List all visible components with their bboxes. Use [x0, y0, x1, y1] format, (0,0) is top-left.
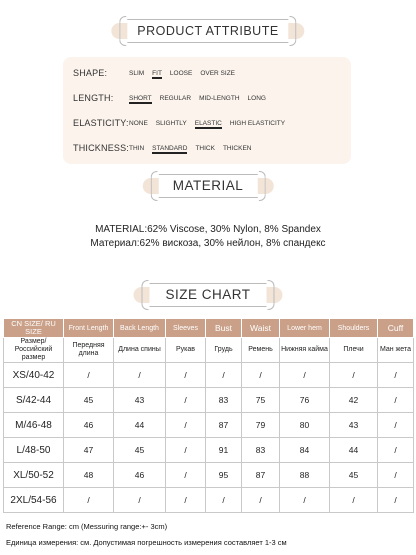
- value-cell: /: [64, 363, 114, 388]
- attr-row-thickness: [73, 139, 345, 157]
- value-cell: /: [330, 488, 378, 513]
- attr-option: SLIGHTLY: [155, 119, 187, 127]
- size-cell: 2XL/54-56: [4, 488, 64, 513]
- value-cell: /: [378, 463, 414, 488]
- ru-header-cell: Длина спины: [114, 338, 166, 363]
- size-cell: M/46-48: [4, 413, 64, 438]
- size-cell: XS/40-42: [4, 363, 64, 388]
- size-chart-table: [3, 318, 414, 513]
- value-cell: 75: [242, 388, 280, 413]
- value-cell: /: [114, 363, 166, 388]
- material-title: [159, 174, 258, 198]
- value-cell: 91: [206, 438, 242, 463]
- value-cell: /: [206, 363, 242, 388]
- header-cell: Sleeves: [166, 319, 206, 338]
- size-cell: S/42-44: [4, 388, 64, 413]
- ru-header-cell: Ман жета: [378, 338, 414, 363]
- reference-range-ru: Единица измерения: см. Допустимая погрешность измерения составляет 1-3 см: [6, 538, 287, 547]
- attr-option: NONE: [129, 119, 148, 127]
- size-chart-heading: SIZE CHART: [165, 287, 251, 302]
- attr-label: LENGTH:: [73, 93, 114, 103]
- value-cell: /: [166, 438, 206, 463]
- value-cell: 45: [64, 388, 114, 413]
- value-cell: 42: [330, 388, 378, 413]
- table-row: [4, 363, 414, 388]
- value-cell: 43: [330, 413, 378, 438]
- ru-header-cell: Рукав: [166, 338, 206, 363]
- value-cell: /: [378, 363, 414, 388]
- ru-header-cell: Плечи: [330, 338, 378, 363]
- attr-option: THICK: [195, 144, 215, 152]
- attr-option: LOOSE: [169, 69, 193, 77]
- ru-header-cell: Ремень: [242, 338, 280, 363]
- value-cell: /: [330, 363, 378, 388]
- header-cell: CN SIZE/ RU SIZE: [4, 319, 64, 338]
- value-cell: 83: [206, 388, 242, 413]
- attr-row-length: [73, 89, 345, 107]
- ru-header-cell: Передняя длина: [64, 338, 114, 363]
- attr-option-selected: STANDARD: [152, 144, 188, 152]
- attr-option: THIN: [129, 144, 145, 152]
- value-cell: /: [378, 413, 414, 438]
- value-cell: /: [280, 488, 330, 513]
- table-row: [4, 413, 414, 438]
- value-cell: 44: [114, 413, 166, 438]
- value-cell: 95: [206, 463, 242, 488]
- header-cell: Shoulders: [330, 319, 378, 338]
- value-cell: 84: [280, 438, 330, 463]
- attribute-panel: [63, 57, 351, 164]
- value-cell: 87: [242, 463, 280, 488]
- value-cell: 88: [280, 463, 330, 488]
- value-cell: 44: [330, 438, 378, 463]
- ru-header-cell: Нижняя кайма: [280, 338, 330, 363]
- value-cell: /: [378, 488, 414, 513]
- size-chart-title: [149, 283, 266, 307]
- size-cell: L/48-50: [4, 438, 64, 463]
- size-cell: XL/50-52: [4, 463, 64, 488]
- attr-option-selected: SHORT: [129, 94, 152, 102]
- value-cell: /: [242, 363, 280, 388]
- value-cell: 87: [206, 413, 242, 438]
- table-row: [4, 388, 414, 413]
- value-cell: 46: [64, 413, 114, 438]
- value-cell: /: [206, 488, 242, 513]
- attr-label: ELASTICITY:: [73, 118, 129, 128]
- table-header-row: [4, 319, 414, 338]
- material-heading: MATERIAL: [172, 178, 244, 193]
- ru-header-cell: Грудь: [206, 338, 242, 363]
- attr-option: THICKEN: [222, 144, 252, 152]
- reference-range-en: Reference Range: cm (Messuring range:+- 3cm): [6, 522, 168, 531]
- value-cell: /: [166, 363, 206, 388]
- value-cell: /: [280, 363, 330, 388]
- table-row: [4, 438, 414, 463]
- value-cell: /: [64, 488, 114, 513]
- attr-label: SHAPE:: [73, 68, 108, 78]
- value-cell: /: [114, 488, 166, 513]
- value-cell: 43: [114, 388, 166, 413]
- header-cell: Bust: [206, 319, 242, 338]
- value-cell: /: [166, 388, 206, 413]
- value-cell: 47: [64, 438, 114, 463]
- attr-option: REGULAR: [159, 94, 192, 102]
- value-cell: /: [378, 388, 414, 413]
- attr-option: LONG: [247, 94, 266, 102]
- attr-option: HIGH ELASTICITY: [229, 119, 286, 127]
- value-cell: /: [166, 413, 206, 438]
- ru-header-cell: Размер/ Российский размер: [4, 338, 64, 363]
- header-cell: Back Length: [114, 319, 166, 338]
- product-attribute-heading: PRODUCT ATTRIBUTE: [137, 24, 279, 38]
- value-cell: /: [166, 488, 206, 513]
- attr-option-selected: FIT: [152, 69, 162, 77]
- value-cell: 45: [330, 463, 378, 488]
- value-cell: 79: [242, 413, 280, 438]
- attr-row-shape: [73, 64, 345, 82]
- material-line-ru: Материал:62% вискоза, 30% нейлон, 8% спандекс: [90, 238, 326, 249]
- value-cell: 76: [280, 388, 330, 413]
- value-cell: 83: [242, 438, 280, 463]
- value-cell: /: [166, 463, 206, 488]
- table-ru-header-row: [4, 338, 414, 363]
- header-cell: Cuff: [378, 319, 414, 338]
- attr-option: MID-LENGTH: [199, 94, 240, 102]
- header-cell: Front Length: [64, 319, 114, 338]
- product-attribute-title: [127, 19, 288, 43]
- attr-option: OVER SIZE: [200, 69, 236, 77]
- value-cell: 45: [114, 438, 166, 463]
- value-cell: /: [242, 488, 280, 513]
- table-row: [4, 463, 414, 488]
- header-cell: Lower hem: [280, 319, 330, 338]
- value-cell: 80: [280, 413, 330, 438]
- attr-row-elasticity: [73, 114, 345, 132]
- table-row: [4, 488, 414, 513]
- attr-option: SLIM: [129, 69, 145, 77]
- value-cell: /: [378, 438, 414, 463]
- value-cell: 48: [64, 463, 114, 488]
- value-cell: 46: [114, 463, 166, 488]
- material-line-en: MATERIAL:62% Viscose, 30% Nylon, 8% Spandex: [95, 224, 321, 235]
- header-cell: Waist: [242, 319, 280, 338]
- attr-label: THICKNESS:: [73, 143, 130, 153]
- attr-option-selected: ELASTIC: [194, 119, 222, 127]
